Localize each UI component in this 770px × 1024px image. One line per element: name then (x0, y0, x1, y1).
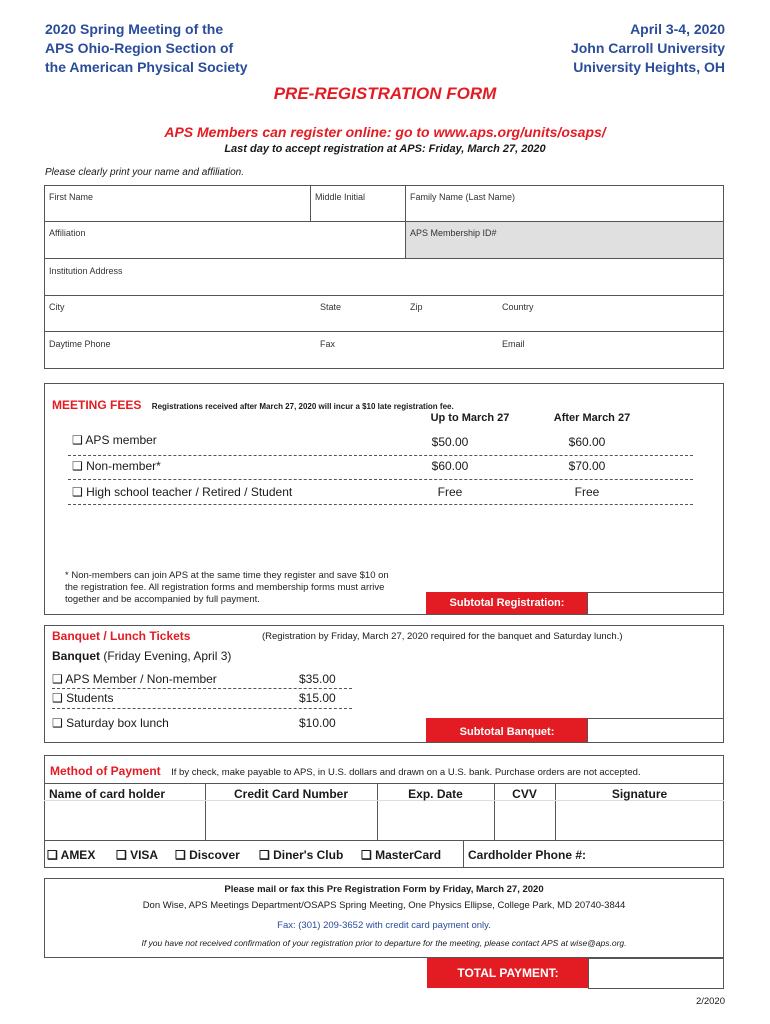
divider (44, 221, 724, 222)
fax-field[interactable]: Fax (320, 339, 336, 349)
family-name-field[interactable]: Family Name (Last Name) (410, 192, 516, 202)
meeting-title (45, 20, 248, 77)
divider (310, 185, 311, 221)
subtotal-banquet-input[interactable] (587, 718, 724, 743)
total-payment-input[interactable] (588, 958, 724, 989)
row-divider (68, 504, 693, 505)
meeting-fees-title: MEETING FEES (52, 398, 142, 412)
card-number-field[interactable]: Credit Card Number (233, 787, 349, 801)
banquet-subtitle-bold: Banquet (52, 649, 100, 663)
signature-field[interactable]: Signature (611, 787, 668, 801)
email-field[interactable]: Email (502, 339, 525, 349)
form-title: PRE-REGISTRATION FORM (273, 84, 497, 103)
payment-title: Method of Payment (50, 764, 161, 778)
payment-note: If by check, make payable to APS, in U.S. dollars and drawn on a U.S. bank. Purchase orders are not accepted. (171, 767, 641, 778)
fee-option-aps-member[interactable]: ❑ APS member (72, 433, 157, 447)
cvv-field[interactable]: CVV (512, 787, 537, 801)
meeting-date-location (571, 20, 725, 77)
phone-field[interactable]: Daytime Phone (49, 339, 111, 349)
institution-address-field[interactable]: Institution Address (49, 266, 123, 276)
divider (405, 185, 406, 258)
banquet-option-member[interactable]: ❑ APS Member / Non-member (52, 672, 217, 686)
fee-early-value: Free (437, 485, 463, 499)
banquet-title: Banquet / Lunch Tickets (52, 629, 191, 643)
banquet-deadline-note: (Registration by Friday, March 27, 2020 required for the banquet and Saturday lunch.) (262, 631, 623, 642)
late-column-header: After March 27 (553, 412, 631, 424)
personal-info-box (44, 185, 724, 369)
footnote-line: together and be accompanied by full payment. (65, 594, 260, 605)
divider (44, 258, 724, 259)
meeting-date: April 3-4, 2020 (630, 21, 725, 37)
row-divider (68, 479, 693, 480)
middle-initial-field[interactable]: Middle Initial (315, 192, 366, 202)
fee-early-value: $60.00 (431, 459, 469, 473)
meeting-title-line: APS Ohio-Region Section of (45, 40, 234, 56)
fee-early-value: $50.00 (431, 435, 469, 449)
affiliation-field[interactable]: Affiliation (49, 228, 86, 238)
fee-option-non-member[interactable]: ❑ Non-member* (72, 459, 161, 473)
state-field[interactable]: State (320, 302, 342, 312)
country-field[interactable]: Country (502, 302, 534, 312)
meeting-venue: John Carroll University (570, 40, 725, 56)
instruction-text: Please clearly print your name and affiliation. (45, 167, 244, 178)
late-fee-note: Registrations received after March 27, 2020 will incur a $10 late registration fee. (151, 402, 454, 411)
banquet-subtitle (52, 649, 231, 663)
card-option-mastercard[interactable]: ❑ MasterCard (361, 848, 442, 862)
row-divider (52, 688, 352, 689)
banquet-price: $15.00 (299, 691, 336, 705)
payment-heading (50, 762, 641, 780)
meeting-city: University Heights, OH (573, 59, 725, 75)
card-option-visa[interactable]: ❑ VISA (116, 848, 159, 862)
meeting-fees-heading (52, 396, 454, 414)
form-revision: 2/2020 (695, 996, 725, 1007)
fee-late-value: $70.00 (568, 459, 606, 473)
cardholder-phone-field[interactable]: Cardholder Phone #: (468, 848, 587, 862)
banquet-subtitle-rest: (Friday Evening, April 3) (100, 649, 232, 663)
card-option-amex[interactable]: ❑ AMEX (47, 848, 96, 862)
zip-field[interactable]: Zip (410, 302, 423, 312)
divider (44, 295, 724, 296)
confirmation-note: If you have not received confirmation of your registration prior to departure for the meeting, please contact APS at wise@aps.org. (141, 938, 627, 948)
online-registration-note: APS Members can register online: go to www.aps.org/units/osaps/ (164, 124, 606, 140)
banquet-option-box-lunch[interactable]: ❑ Saturday box lunch (52, 716, 169, 730)
fee-late-value: Free (574, 485, 600, 499)
membership-id-field[interactable]: APS Membership ID# (410, 228, 497, 238)
subtotal-registration-input[interactable] (587, 592, 724, 615)
first-name-field[interactable]: First Name (49, 192, 94, 202)
row-divider (52, 708, 352, 709)
city-field[interactable]: City (49, 302, 65, 312)
early-column-header: Up to March 27 (430, 412, 510, 424)
banquet-price: $10.00 (299, 716, 336, 730)
subtotal-registration-label: Subtotal Registration: (426, 592, 588, 614)
divider (44, 840, 724, 841)
fax-number: Fax: (301) 209-3652 with credit card payment only. (277, 920, 491, 931)
non-member-footnote (65, 570, 389, 606)
card-option-diners-club[interactable]: ❑ Diner's Club (259, 848, 344, 862)
row-divider (68, 455, 693, 456)
card-holder-name-field[interactable]: Name of card holder (49, 787, 166, 801)
total-payment-label: TOTAL PAYMENT: (427, 958, 589, 988)
fee-option-student[interactable]: ❑ High school teacher / Retired / Student (72, 485, 293, 499)
banquet-price: $35.00 (299, 672, 336, 686)
banquet-option-students[interactable]: ❑ Students (52, 691, 114, 705)
footnote-line: * Non-members can join APS at the same time they register and save $10 on (65, 570, 389, 581)
meeting-title-line: the American Physical Society (45, 59, 248, 75)
meeting-title-line: 2020 Spring Meeting of the (45, 21, 224, 37)
footnote-line: the registration fee. All registration forms and membership forms must arrive (65, 582, 385, 593)
mail-address: Don Wise, APS Meetings Department/OSAPS Spring Meeting, One Physics Ellipse, College Park, MD 20740-3844 (142, 900, 626, 911)
deadline-note: Last day to accept registration at APS: Friday, March 27, 2020 (224, 143, 546, 155)
subtotal-banquet-label: Subtotal Banquet: (426, 718, 588, 742)
divider (44, 783, 724, 784)
exp-date-field[interactable]: Exp. Date (408, 787, 463, 801)
fee-late-value: $60.00 (568, 435, 606, 449)
mail-deadline: Please mail or fax this Pre Registration Form by Friday, March 27, 2020 (224, 884, 544, 895)
divider (463, 840, 464, 868)
card-option-discover[interactable]: ❑ Discover (175, 848, 240, 862)
divider (44, 331, 724, 332)
